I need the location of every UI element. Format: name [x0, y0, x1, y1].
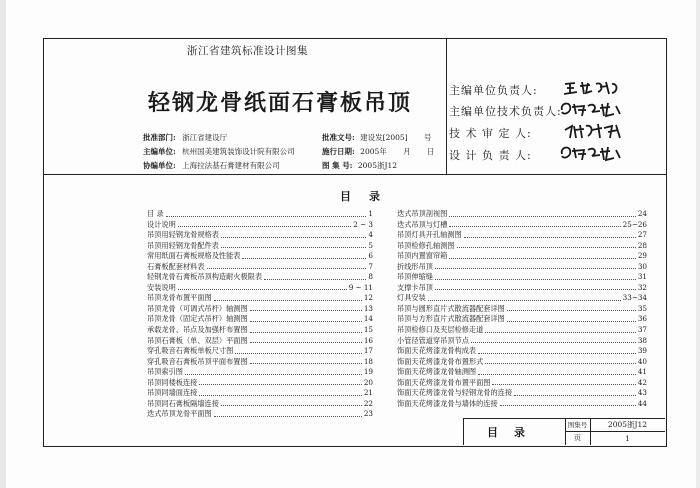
toc-entry [397, 272, 647, 283]
toc-entry [147, 230, 373, 241]
sig-label: 主编单位负责人: [449, 84, 538, 97]
toc-entry-title: 设计说明 [147, 219, 176, 229]
toc-entry-page: 31 [637, 272, 647, 282]
approve-dept-value: 浙江省建设厅 [182, 133, 228, 142]
effective-year: 2005年 [360, 147, 387, 156]
approve-doc-label: 批准文号: [322, 133, 355, 142]
toc-leader-dots [207, 262, 367, 270]
sig-row-tech-lead [449, 103, 562, 119]
effective-month: 月 [403, 147, 411, 156]
toc-entry [397, 325, 647, 336]
toc-entry-page: 41 [637, 367, 647, 377]
co-unit-label: 协编单位: [143, 161, 176, 170]
toc-entry-page: 23 [363, 409, 373, 419]
approve-doc [322, 132, 432, 143]
sig-row-reviewer [449, 125, 532, 141]
toc-leader-dots [471, 336, 636, 344]
toc-entry [397, 314, 647, 325]
toc-entry [147, 293, 373, 304]
toc-leader-dots [199, 378, 362, 386]
toc-entry [147, 378, 373, 389]
toc-entry-page: 43 [637, 388, 647, 398]
toc-entry-title: 安装说明 [147, 282, 176, 292]
toc-entry-page: 22 [363, 398, 373, 408]
toc-leader-dots [435, 272, 636, 280]
title-block-atlas-label: 图集号 [567, 421, 588, 429]
chief-unit [143, 146, 295, 157]
toc-entry [397, 336, 647, 347]
toc-entry [397, 293, 647, 304]
toc-entry-title: 吊顶同墙面连接 [147, 388, 198, 398]
toc-entry [147, 283, 373, 294]
toc-entry [397, 378, 647, 389]
toc-entry-page: 35 [637, 303, 647, 313]
approve-doc-value: 建设发[2005] [360, 133, 408, 142]
toc-entry [397, 346, 647, 357]
toc-entry [397, 251, 647, 262]
toc-entry-page: 5 [368, 240, 373, 250]
toc-entry [397, 220, 647, 231]
toc-leader-dots [485, 325, 636, 333]
toc-entry-page: 6 [368, 251, 373, 261]
toc-entry [147, 388, 373, 399]
toc-entry-title: 吊顶内置窗帘箱 [397, 251, 448, 261]
sig-label: 技 术 审 定 人: [449, 127, 532, 140]
toc-leader-dots [457, 241, 636, 249]
toc-entry-title: 吊顶检修孔轴测图 [397, 240, 455, 250]
toc-entry-title: 饰面天花烤漆龙骨与轻钢龙骨的连接 [397, 388, 513, 398]
toc-leader-dots [449, 220, 620, 228]
toc-entry-title: 折线形吊顶 [397, 261, 433, 271]
co-unit [143, 160, 280, 171]
toc-entry-page: 16 [363, 335, 373, 345]
toc-entry-title: 穿孔吸音石膏板单板尺寸图 [147, 346, 234, 356]
toc-entry [147, 220, 373, 231]
toc-entry-title: 饰面天花烤漆龙骨与墙体的连接 [397, 398, 498, 408]
toc-leader-dots [178, 220, 351, 228]
toc-leader-dots [221, 241, 367, 249]
toc-leader-dots [242, 251, 366, 259]
toc-leader-dots [264, 272, 366, 280]
toc-entry-title: 目 录 [147, 209, 164, 218]
toc-right-column [397, 209, 647, 409]
toc-entry [147, 367, 373, 378]
sig-row-chief-unit [449, 82, 538, 98]
toc-entry [397, 367, 647, 378]
toc-leader-dots [449, 209, 636, 217]
toc-entry-page: 9 ~ 11 [348, 282, 373, 292]
chief-unit-value: 杭州国美建筑装饰设计院有限公司 [182, 147, 295, 156]
toc-entry-page: 24 [637, 209, 647, 218]
toc-leader-dots [435, 262, 636, 270]
toc-entry-page: 1 [368, 209, 373, 218]
toc-entry-title: 吊顶灯具开孔轴测图 [397, 230, 462, 240]
signature-image-2 [558, 98, 624, 120]
toc-entry-page: 44 [637, 398, 647, 408]
toc-entry-title: 饰面天花烤漆龙骨轴测图 [397, 367, 477, 377]
toc-entry-page: 42 [637, 377, 647, 387]
toc-entry [397, 262, 647, 273]
toc-entry-title: 穿孔吸音石膏板吊顶平面布置图 [147, 356, 248, 366]
toc-entry-title: 石膏板配套材料表 [147, 261, 205, 271]
toc-entry [147, 304, 373, 315]
toc-leader-dots [507, 314, 636, 322]
toc-entry-page: 15 [363, 325, 373, 335]
toc-leader-dots [514, 388, 636, 396]
toc-entry-title: 吊顶龙骨（可调式吊杆）轴测图 [147, 303, 248, 313]
toc-entry-page: 13 [363, 303, 373, 313]
toc-entry-title: 迭式吊顶龙骨平面图 [147, 409, 212, 419]
toc-entry [397, 241, 647, 252]
toc-entry-page: 39 [637, 346, 647, 356]
scan-edge-left [0, 0, 6, 488]
toc-entry [147, 409, 373, 420]
toc-entry-title: 承载龙骨、吊点及加强杆布置图 [147, 325, 248, 335]
toc-leader-dots [221, 399, 362, 407]
toc-leader-dots [478, 346, 636, 354]
toc-entry-title: 支撑卡吊顶 [397, 282, 433, 292]
toc-leader-dots [250, 336, 362, 344]
toc-leader-dots [185, 367, 362, 375]
toc-entry-page: 21 [363, 388, 373, 398]
toc-entry [147, 262, 373, 273]
toc-entry [147, 357, 373, 368]
toc-entry-title: 吊顶石膏板（单、双层）平面图 [147, 335, 248, 345]
atlas-number [322, 160, 397, 171]
effective-date [322, 146, 435, 157]
toc-entry [397, 399, 647, 410]
toc-entry-title: 饰面天花烤漆龙骨布置平面图 [397, 377, 491, 387]
toc-entry-title: 吊顶同楼板连接 [147, 377, 198, 387]
toc-leader-dots [507, 304, 636, 312]
header-divider [43, 174, 667, 175]
toc-entry-page: 7 [368, 261, 373, 271]
toc-leader-dots [250, 314, 362, 322]
toc-entry-page: 8 [368, 272, 373, 282]
sig-row-design-lead [449, 147, 532, 163]
toc-leader-dots [485, 357, 636, 365]
toc-entry [147, 241, 373, 252]
toc-entry [147, 209, 373, 220]
toc-entry-title: 吊顶索引图 [147, 367, 183, 377]
toc-leader-dots [199, 388, 362, 396]
toc-entry-page: 32 [637, 282, 647, 292]
toc-entry-title: 轻钢龙骨石膏板吊顶构造耐火极限表 [147, 272, 263, 282]
toc-leader-dots [250, 357, 362, 365]
toc-entry-page: 37 [637, 325, 647, 335]
scan-edge-right [696, 0, 700, 488]
toc-leader-dots [214, 293, 362, 301]
toc-leader-dots [435, 283, 636, 291]
toc-entry-title: 吊顶龙骨布置平面图 [147, 293, 212, 303]
toc-entry-page: 28 [637, 240, 647, 250]
toc-leader-dots [478, 367, 636, 375]
toc-entry-title: 迭式吊顶与灯槽 [397, 219, 448, 229]
title-block-atlas-value: 2005浙J12 [607, 420, 648, 429]
toc-leader-dots [500, 399, 636, 407]
approve-dept [143, 132, 227, 143]
title-block-name: 目录 [487, 425, 541, 439]
toc-heading: 目录 [340, 190, 398, 203]
series-title: 浙江省建筑标准设计图集 [187, 45, 308, 57]
toc-entry [397, 357, 647, 368]
effective-day: 日 [427, 147, 435, 156]
signature-image-4 [558, 142, 624, 164]
toc-entry-title: 常用纸面石膏板规格及性能表 [147, 251, 241, 261]
effective-label: 施行日期: [322, 147, 355, 156]
toc-entry [147, 399, 373, 410]
toc-left-column [147, 209, 373, 420]
toc-entry-title: 迭式吊顶剖视图 [397, 209, 448, 218]
toc-leader-dots [464, 230, 636, 238]
toc-entry [397, 304, 647, 315]
toc-entry [147, 325, 373, 336]
toc-entry-title: 吊顶用轻钢龙骨配件表 [147, 240, 219, 250]
toc-entry [397, 388, 647, 399]
toc-entry [397, 209, 647, 220]
toc-entry [147, 272, 373, 283]
toc-entry-title: 饰面天花烤漆龙骨布置形式 [397, 356, 484, 366]
toc-leader-dots [250, 325, 362, 333]
toc-entry-page: 18 [363, 356, 373, 366]
toc-entry [147, 314, 373, 325]
toc-entry-title: 吊顶与方形直片式散流器配套详图 [397, 314, 505, 324]
toc-entry-page: 27 [637, 230, 647, 240]
toc-entry-page: 29 [637, 251, 647, 261]
signature-image-1 [562, 78, 622, 98]
toc-entry-page: 12 [363, 293, 373, 303]
toc-leader-dots [214, 409, 362, 417]
sig-label: 主编单位技术负责人: [449, 105, 562, 118]
toc-leader-dots [492, 378, 635, 386]
toc-entry-page: 25~26 [622, 219, 647, 229]
atlas-no-label: 图 集 号: [322, 161, 353, 170]
toc-leader-dots [428, 293, 621, 301]
toc-leader-dots [250, 304, 362, 312]
toc-entry-title: 小管径管道穿吊顶节点 [397, 335, 469, 345]
toc-entry-page: 19 [363, 367, 373, 377]
toc-entry [147, 251, 373, 262]
toc-entry-page: 14 [363, 314, 373, 324]
toc-entry-page: 38 [637, 335, 647, 345]
toc-entry-title: 吊顶检修口及夹层检修走道 [397, 325, 484, 335]
title-block-page-label: 页 [574, 434, 581, 442]
toc-leader-dots [449, 251, 636, 259]
toc-leader-dots [178, 283, 347, 291]
toc-entry [397, 283, 647, 294]
title-block-page-value: 1 [625, 433, 630, 443]
toc-entry-page: 4 [368, 230, 373, 240]
toc-entry [147, 336, 373, 347]
toc-entry-page: 40 [637, 356, 647, 366]
toc-entry-title: 吊顶龙骨（固定式吊杆）轴测图 [147, 314, 248, 324]
header-vertical-divider [446, 38, 447, 174]
approve-dept-label: 批准部门: [143, 133, 176, 142]
toc-entry [147, 346, 373, 357]
approve-doc-suffix: 号 [424, 133, 432, 142]
toc-entry-title: 吊顶同石膏板隔墙连接 [147, 398, 219, 408]
signature-image-3 [562, 120, 624, 142]
toc-entry-page: 30 [637, 261, 647, 271]
toc-entry-title: 吊顶伸缩缝 [397, 272, 433, 282]
toc-leader-dots [235, 346, 362, 354]
toc-entry-title: 饰面天花烤漆龙骨构成表 [397, 346, 477, 356]
toc-entry-page: 2 ~ 3 [353, 219, 373, 229]
toc-entry-page: 33~34 [622, 293, 647, 303]
toc-entry-title: 吊顶用轻钢龙骨规格表 [147, 230, 219, 240]
toc-entry-title: 灯具安装 [397, 293, 426, 303]
toc-entry-title: 吊顶与圆形直片式散流器配套详图 [397, 303, 505, 313]
toc-entry-page: 17 [363, 346, 373, 356]
toc-entry [397, 230, 647, 241]
sig-label: 设 计 负 责 人: [449, 149, 532, 162]
toc-leader-dots [221, 230, 367, 238]
atlas-title: 轻钢龙骨纸面石膏板吊顶 [148, 90, 413, 116]
toc-entry-page: 20 [363, 377, 373, 387]
atlas-no-value: 2005浙J12 [357, 161, 398, 170]
toc-leader-dots [166, 209, 367, 217]
co-unit-value: 上海拉法基石膏建材有限公司 [182, 161, 280, 170]
toc-entry-page: 36 [637, 314, 647, 324]
chief-unit-label: 主编单位: [143, 147, 176, 156]
